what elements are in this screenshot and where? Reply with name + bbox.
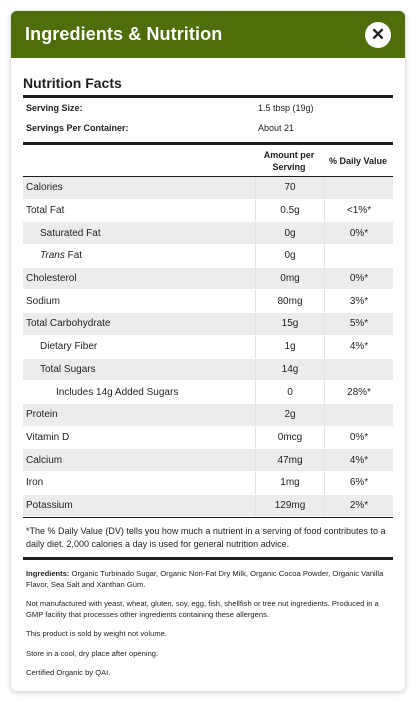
serving-size-label: Serving Size: — [26, 103, 83, 113]
modal-content — [11, 58, 405, 679]
daily-value-column-header: % Daily Value — [328, 155, 388, 166]
table-row: Vitamin D 0mcg 0%* — [23, 427, 393, 450]
product-info — [23, 560, 393, 679]
allergen-text: Not manufactured with yeast, wheat, gluten, soy, egg, fish, shellfish or tree nut ingredients. Produced in a GMP facility that processes other ingredients containing these allergens. — [26, 599, 379, 619]
table-row: Trans Fat 0g — [23, 245, 393, 268]
table-row: Saturated Fat 0g 0%* — [23, 222, 393, 245]
ingredients-text: Ingredients: Organic Turbinado Sugar, Organic Non-Fat Dry Milk, Organic Cocoa Powder, Organic Vanilla Flavor, Sea Salt and Xanthan Gum. — [26, 569, 384, 589]
amount-column-header: Amount per Serving — [263, 149, 315, 172]
weight-text: This product is sold by weight not volume. — [26, 629, 167, 639]
nutrition-modal — [11, 11, 405, 691]
table-row: Total Sugars 14g — [23, 359, 393, 382]
trans-fat-label: Trans Fat — [40, 250, 83, 262]
nutrient-table — [23, 177, 393, 517]
close-icon: ✕ — [370, 24, 386, 44]
nutrition-facts-title: Nutrition Facts — [23, 75, 122, 91]
close-button[interactable] — [365, 22, 391, 48]
table-row: Total Fat 0.5g <1%* — [23, 200, 393, 223]
table-row: Cholesterol 0mg 0%* — [23, 268, 393, 291]
modal-header — [11, 11, 405, 58]
serving-size-value: 1.5 tbsp (19g) — [258, 103, 314, 113]
modal-title: Ingredients & Nutrition — [25, 24, 223, 44]
table-header — [23, 145, 393, 176]
certified-text: Certified Organic by QAI. — [26, 668, 111, 678]
storage-text: Store in a cool, dry place after opening. — [26, 648, 159, 658]
table-row: Sodium 80mg 3%* — [23, 290, 393, 313]
servings-per-container-value: About 21 — [258, 123, 295, 133]
table-row: Dietary Fiber 1g 4%* — [23, 336, 393, 359]
table-row: Total Carbohydrate 15g 5%* — [23, 313, 393, 336]
servings-per-container-label: Servings Per Container: — [26, 123, 129, 133]
table-row: Potassium 129mg 2%* — [23, 495, 393, 518]
serving-size-row — [23, 98, 393, 118]
table-row: Protein 2g — [23, 404, 393, 427]
table-row: Calories 70 — [23, 177, 393, 200]
servings-per-container-row — [23, 118, 393, 138]
table-row: Iron 1mg 6%* — [23, 472, 393, 495]
table-row: Includes 14g Added Sugars 0 28%* — [23, 381, 393, 404]
daily-value-footnote: *The % Daily Value (DV) tells you how much a nutrient in a serving of food contributes to a daily diet. 2,000 calories a day is used for general nutrition advice. — [26, 526, 386, 550]
table-row: Calcium 47mg 4%* — [23, 449, 393, 472]
